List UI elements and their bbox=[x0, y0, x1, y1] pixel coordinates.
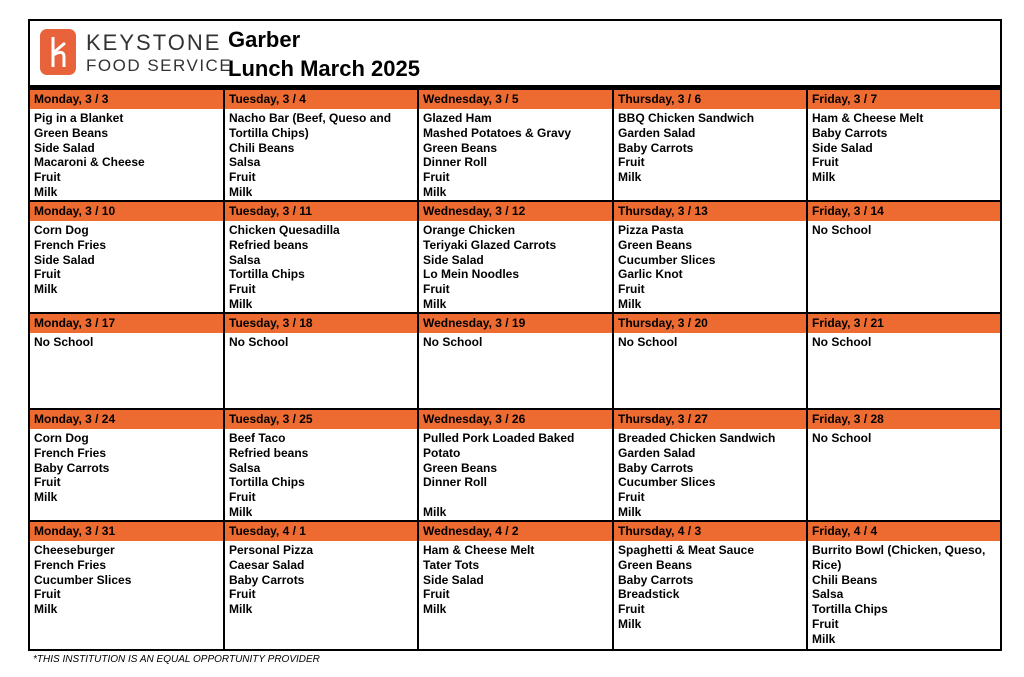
footer-notice: *THIS INSTITUTION IS AN EQUAL OPPORTUNITY PROVIDER bbox=[33, 654, 320, 665]
menu-item: Fruit bbox=[229, 587, 256, 602]
menu-item: Side Salad bbox=[423, 252, 484, 267]
menu-item: Baby Carrots bbox=[618, 572, 694, 587]
menu-items bbox=[225, 333, 417, 350]
menu-item: Green Beans bbox=[618, 237, 693, 252]
menu-items bbox=[808, 541, 1000, 647]
day-header: Friday, 3 / 21 bbox=[808, 314, 1000, 333]
day-cell bbox=[808, 90, 1000, 202]
day-header: Wednesday, 3 / 5 bbox=[419, 90, 612, 109]
menu-item: No School bbox=[618, 335, 678, 349]
menu-item: Chili Beans bbox=[812, 572, 878, 587]
menu-items bbox=[614, 221, 806, 312]
menu-item: Fruit bbox=[34, 267, 61, 282]
day-cell bbox=[30, 314, 225, 410]
menu-item: Pig in a Blanket bbox=[34, 111, 124, 125]
day-header: Thursday, 3 / 13 bbox=[614, 202, 806, 221]
day-cell bbox=[614, 202, 808, 314]
menu-item: Milk bbox=[812, 631, 836, 646]
keystone-logo-icon bbox=[40, 29, 76, 75]
day-cell bbox=[419, 90, 614, 202]
day-cell bbox=[808, 202, 1000, 314]
day-header: Thursday, 3 / 20 bbox=[614, 314, 806, 333]
menu-item: Fruit bbox=[423, 587, 450, 602]
menu-items bbox=[419, 109, 612, 200]
menu-item: Milk bbox=[618, 170, 642, 185]
menu-item: Cucumber Slices bbox=[618, 475, 716, 490]
day-cell bbox=[614, 410, 808, 522]
menu-item: Nacho Bar (Beef, Queso and Tortilla Chips) bbox=[229, 111, 392, 140]
menu-item: No School bbox=[229, 335, 289, 349]
menu-item: Milk bbox=[423, 602, 447, 617]
menu-item: Breadstick bbox=[618, 587, 680, 602]
menu-item: Lo Mein Noodles bbox=[423, 267, 519, 282]
menu-item: Baby Carrots bbox=[812, 125, 888, 140]
menu-item: Milk bbox=[34, 602, 58, 617]
menu-item: Macaroni & Cheese bbox=[34, 155, 145, 170]
menu-item: Baby Carrots bbox=[34, 460, 110, 475]
menu-item: Milk bbox=[229, 504, 253, 519]
menu-items bbox=[808, 109, 1000, 185]
day-header: Tuesday, 3 / 11 bbox=[225, 202, 417, 221]
menu-item: Baby Carrots bbox=[618, 460, 694, 475]
menu-items bbox=[30, 541, 223, 617]
menu-item: Fruit bbox=[812, 155, 839, 170]
day-header: Monday, 3 / 17 bbox=[30, 314, 223, 333]
menu-item: BBQ Chicken Sandwich bbox=[618, 111, 755, 125]
menu-item: Side Salad bbox=[423, 572, 484, 587]
menu-item: Milk bbox=[34, 184, 58, 199]
menu-item: Fruit bbox=[229, 490, 256, 505]
menu-item: Fruit bbox=[423, 282, 450, 297]
day-header: Monday, 3 / 31 bbox=[30, 522, 223, 541]
menu-item: Glazed Ham bbox=[423, 111, 492, 125]
day-cell bbox=[419, 522, 614, 649]
menu-items bbox=[225, 541, 417, 617]
day-header: Monday, 3 / 10 bbox=[30, 202, 223, 221]
menu-item: Fruit bbox=[812, 616, 839, 631]
day-cell bbox=[614, 90, 808, 202]
menu-item: Pulled Pork Loaded Baked Potato bbox=[423, 431, 575, 460]
menu-items bbox=[30, 429, 223, 505]
school-name: Garber bbox=[228, 27, 301, 52]
menu-item: Orange Chicken bbox=[423, 223, 516, 237]
day-header: Friday, 3 / 28 bbox=[808, 410, 1000, 429]
menu-item: No School bbox=[812, 431, 872, 445]
menu-item: Ham & Cheese Melt bbox=[812, 111, 924, 125]
menu-item: Corn Dog bbox=[34, 223, 89, 237]
day-header: Wednesday, 3 / 12 bbox=[419, 202, 612, 221]
day-cell bbox=[808, 314, 1000, 410]
menu-item: Green Beans bbox=[618, 557, 693, 572]
menu-item: Refried beans bbox=[229, 445, 309, 460]
menu-item: Milk bbox=[812, 170, 836, 185]
menu-item: Milk bbox=[618, 504, 642, 519]
menu-item: Milk bbox=[34, 282, 58, 297]
menu-item: Cheeseburger bbox=[34, 543, 115, 557]
menu-item: Fruit bbox=[618, 490, 645, 505]
menu-item: Tortilla Chips bbox=[229, 267, 305, 282]
day-header: Tuesday, 3 / 25 bbox=[225, 410, 417, 429]
day-cell bbox=[419, 314, 614, 410]
menu-item: Milk bbox=[229, 602, 253, 617]
menu-item: Milk bbox=[618, 616, 642, 631]
menu-item: Side Salad bbox=[34, 140, 95, 155]
menu-item: Milk bbox=[34, 490, 58, 505]
menu-item: Green Beans bbox=[423, 460, 498, 475]
menu-items bbox=[225, 221, 417, 312]
menu-item: Corn Dog bbox=[34, 431, 89, 445]
menu-item: Burrito Bowl (Chicken, Queso, Rice) bbox=[812, 543, 986, 572]
header bbox=[30, 21, 1000, 85]
menu-item: Milk bbox=[618, 296, 642, 311]
menu-item: Fruit bbox=[618, 602, 645, 617]
menu-item: Beef Taco bbox=[229, 431, 286, 445]
day-header: Tuesday, 4 / 1 bbox=[225, 522, 417, 541]
day-header: Tuesday, 3 / 4 bbox=[225, 90, 417, 109]
day-header: Thursday, 3 / 27 bbox=[614, 410, 806, 429]
menu-item: Refried beans bbox=[229, 237, 309, 252]
menu-items bbox=[614, 109, 806, 185]
day-header: Wednesday, 4 / 2 bbox=[419, 522, 612, 541]
menu-items bbox=[225, 109, 417, 200]
menu-item: Fruit bbox=[618, 282, 645, 297]
menu-document bbox=[28, 19, 1002, 651]
page-title: Lunch March 2025 bbox=[228, 56, 420, 81]
day-cell bbox=[30, 410, 225, 522]
menu-item: Fruit bbox=[34, 587, 61, 602]
menu-item: Teriyaki Glazed Carrots bbox=[423, 237, 557, 252]
menu-item: Pizza Pasta bbox=[618, 223, 684, 237]
day-cell bbox=[808, 522, 1000, 649]
menu-items bbox=[808, 333, 1000, 350]
menu-items bbox=[614, 333, 806, 350]
day-header: Friday, 4 / 4 bbox=[808, 522, 1000, 541]
menu-item: Dinner Roll bbox=[423, 475, 488, 490]
menu-item: Fruit bbox=[618, 155, 645, 170]
menu-items bbox=[614, 541, 806, 632]
day-header: Thursday, 4 / 3 bbox=[614, 522, 806, 541]
menu-item: Baby Carrots bbox=[618, 140, 694, 155]
menu-item: Ham & Cheese Melt bbox=[423, 543, 535, 557]
day-cell bbox=[225, 522, 419, 649]
menu-item: Garden Salad bbox=[618, 125, 696, 140]
menu-item: Tortilla Chips bbox=[812, 602, 888, 617]
menu-item: Side Salad bbox=[34, 252, 95, 267]
day-cell bbox=[30, 202, 225, 314]
menu-items bbox=[225, 429, 417, 520]
menu-item: Salsa bbox=[812, 587, 844, 602]
day-cell bbox=[614, 522, 808, 649]
menu-item: Cucumber Slices bbox=[34, 572, 132, 587]
day-cell bbox=[225, 410, 419, 522]
day-header: Wednesday, 3 / 26 bbox=[419, 410, 612, 429]
menu-items bbox=[808, 221, 1000, 238]
menu-calendar-grid bbox=[30, 90, 1000, 649]
menu-item: Garden Salad bbox=[618, 445, 696, 460]
menu-item: No School bbox=[423, 335, 483, 349]
menu-item: Milk bbox=[423, 296, 447, 311]
menu-item: Fruit bbox=[34, 170, 61, 185]
menu-item: Side Salad bbox=[812, 140, 873, 155]
menu-item: Milk bbox=[229, 296, 253, 311]
menu-items bbox=[419, 221, 612, 312]
menu-item: Tortilla Chips bbox=[229, 475, 305, 490]
menu-item: Fruit bbox=[229, 282, 256, 297]
menu-item: Baby Carrots bbox=[229, 572, 305, 587]
day-cell bbox=[419, 202, 614, 314]
day-cell bbox=[614, 314, 808, 410]
menu-item: Green Beans bbox=[423, 140, 498, 155]
menu-item: Personal Pizza bbox=[229, 543, 314, 557]
day-header: Wednesday, 3 / 19 bbox=[419, 314, 612, 333]
menu-item: Spaghetti & Meat Sauce bbox=[618, 543, 755, 557]
menu-item: Breaded Chicken Sandwich bbox=[618, 431, 776, 445]
menu-item: Fruit bbox=[423, 170, 450, 185]
day-cell bbox=[225, 314, 419, 410]
day-cell bbox=[419, 410, 614, 522]
menu-item: No School bbox=[812, 223, 872, 237]
day-cell bbox=[225, 90, 419, 202]
menu-item: Fruit bbox=[34, 475, 61, 490]
day-cell bbox=[808, 410, 1000, 522]
day-cell bbox=[30, 90, 225, 202]
menu-items bbox=[30, 109, 223, 200]
day-cell bbox=[30, 522, 225, 649]
day-cell bbox=[225, 202, 419, 314]
brand-subtitle: FOOD SERVICE bbox=[86, 56, 233, 75]
day-header: Tuesday, 3 / 18 bbox=[225, 314, 417, 333]
menu-item: Milk bbox=[229, 184, 253, 199]
day-header: Friday, 3 / 7 bbox=[808, 90, 1000, 109]
menu-items bbox=[30, 221, 223, 297]
menu-item: Tater Tots bbox=[423, 557, 480, 572]
menu-item bbox=[423, 490, 608, 505]
menu-item: Green Beans bbox=[34, 125, 109, 140]
menu-item: Salsa bbox=[229, 252, 261, 267]
menu-item: No School bbox=[34, 335, 94, 349]
menu-items bbox=[419, 541, 612, 617]
menu-item: French Fries bbox=[34, 237, 107, 252]
brand-name: KEYSTONE bbox=[86, 30, 222, 55]
menu-items bbox=[30, 333, 223, 350]
menu-item: Mashed Potatoes & Gravy bbox=[423, 125, 572, 140]
menu-item: Chicken Quesadilla bbox=[229, 223, 340, 237]
menu-item: Garlic Knot bbox=[618, 267, 683, 282]
menu-item: French Fries bbox=[34, 557, 107, 572]
menu-items bbox=[419, 333, 612, 350]
menu-item: Caesar Salad bbox=[229, 557, 305, 572]
menu-item: Salsa bbox=[229, 460, 261, 475]
menu-item: Milk bbox=[423, 184, 447, 199]
day-header: Monday, 3 / 3 bbox=[30, 90, 223, 109]
menu-items bbox=[808, 429, 1000, 446]
menu-item: No School bbox=[812, 335, 872, 349]
menu-item: French Fries bbox=[34, 445, 107, 460]
menu-item: Cucumber Slices bbox=[618, 252, 716, 267]
menu-item: Chili Beans bbox=[229, 140, 295, 155]
menu-items bbox=[614, 429, 806, 520]
menu-item: Fruit bbox=[229, 170, 256, 185]
menu-item: Dinner Roll bbox=[423, 155, 488, 170]
menu-items bbox=[419, 429, 612, 520]
day-header: Monday, 3 / 24 bbox=[30, 410, 223, 429]
day-header: Friday, 3 / 14 bbox=[808, 202, 1000, 221]
menu-item: Salsa bbox=[229, 155, 261, 170]
day-header: Thursday, 3 / 6 bbox=[614, 90, 806, 109]
menu-item: Milk bbox=[423, 504, 447, 519]
